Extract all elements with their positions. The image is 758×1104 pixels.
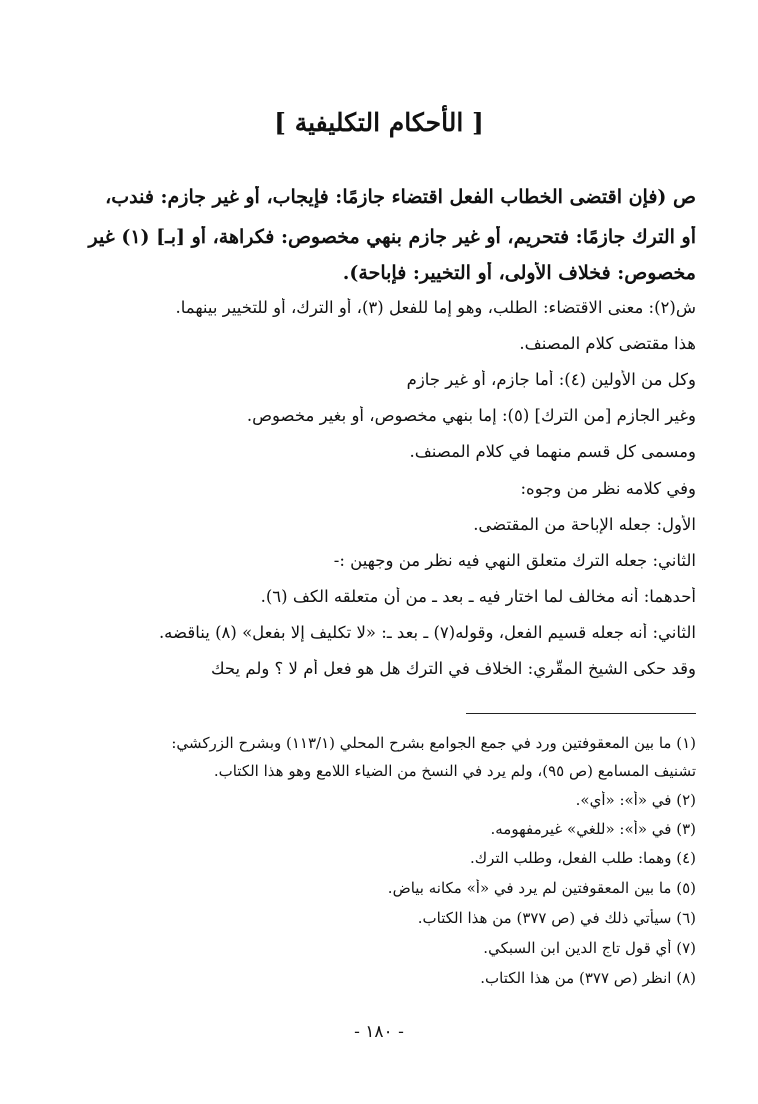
footnote-line: تشنيف المسامع (ص ٩٥)، ولم يرد في النسخ من الضياء اللامع وهو هذا الكتاب.	[213, 762, 696, 780]
footnote-line: (٥) ما بين المعقوفتين لم يرد في «أ» مكانه بياض.	[387, 879, 696, 897]
footnote-line: (٧) أي قول تاج الدين ابن السبكي.	[483, 939, 696, 957]
footnote-line: (١) ما بين المعقوفتين ورد في جمع الجوامع بشرح المحلي (١١٣/١) وبشرح الزركشي:	[171, 734, 696, 752]
footnote-line: (٢) في «أ»: «أي».	[575, 791, 696, 809]
commentary-line: وكل من الأولين (٤): أما جازم، أو غير جازم	[406, 370, 696, 389]
main-text-line: مخصوص: فخلاف الأولى، أو التخيير: فإباحة).	[342, 262, 696, 284]
footnote-line: (٦) سيأتي ذلك في (ص ٣٧٧) من هذا الكتاب.	[417, 909, 696, 927]
commentary-line: هذا مقتضى كلام المصنف.	[519, 334, 696, 353]
commentary-line: ش(٢): معنى الاقتضاء: الطلب، وهو إما للفعل (٣)، أو الترك، أو للتخيير بينهما.	[175, 298, 696, 317]
commentary-line: الثاني: أنه جعله قسيم الفعل، وقوله(٧) ـ بعد ـ: «لا تكليف إلا بفعل» (٨) يناقضه.	[158, 623, 696, 642]
commentary-line: الأول: جعله الإباحة من المقتضى.	[473, 515, 696, 534]
commentary-line: وقد حكى الشيخ المقَّري: الخلاف في الترك هل هو فعل أم لا ؟ ولم يحك	[210, 659, 696, 678]
main-text-line: ص (فإن اقتضى الخطاب الفعل اقتضاء جازمًا: فإيجاب، أو غير جازم: فندب،	[105, 186, 696, 208]
main-text-line: أو الترك جازمًا: فتحريم، أو غير جازم بنهي مخصوص: فكراهة، أو [بـ] (١) غير	[88, 226, 696, 248]
commentary-line: أحدهما: أنه مخالف لما اختار فيه ـ بعد ـ من أن متعلقه الكف (٦).	[260, 587, 696, 606]
section-title: [ الأحكام التكليفية ]	[274, 108, 484, 137]
commentary-line: الثاني: جعله الترك متعلق النهي فيه نظر من وجهين :-	[333, 551, 696, 570]
commentary-line: ومسمى كل قسم منهما في كلام المصنف.	[409, 442, 696, 461]
footnote-line: (٣) في «أ»: «للغي» غيرمفهومه.	[490, 820, 696, 838]
page-number: - ١٨٠ -	[354, 1022, 404, 1042]
footnote-line: (٤) وهما: طلب الفعل، وطلب الترك.	[469, 849, 696, 867]
footnote-line: (٨) انظر (ص ٣٧٧) من هذا الكتاب.	[480, 969, 696, 987]
footnote-separator	[466, 713, 696, 714]
commentary-line: وغير الجازم [من الترك] (٥): إما بنهي مخصوص، أو بغير مخصوص.	[246, 406, 696, 425]
commentary-line: وفي كلامه نظر من وجوه:	[520, 479, 696, 498]
